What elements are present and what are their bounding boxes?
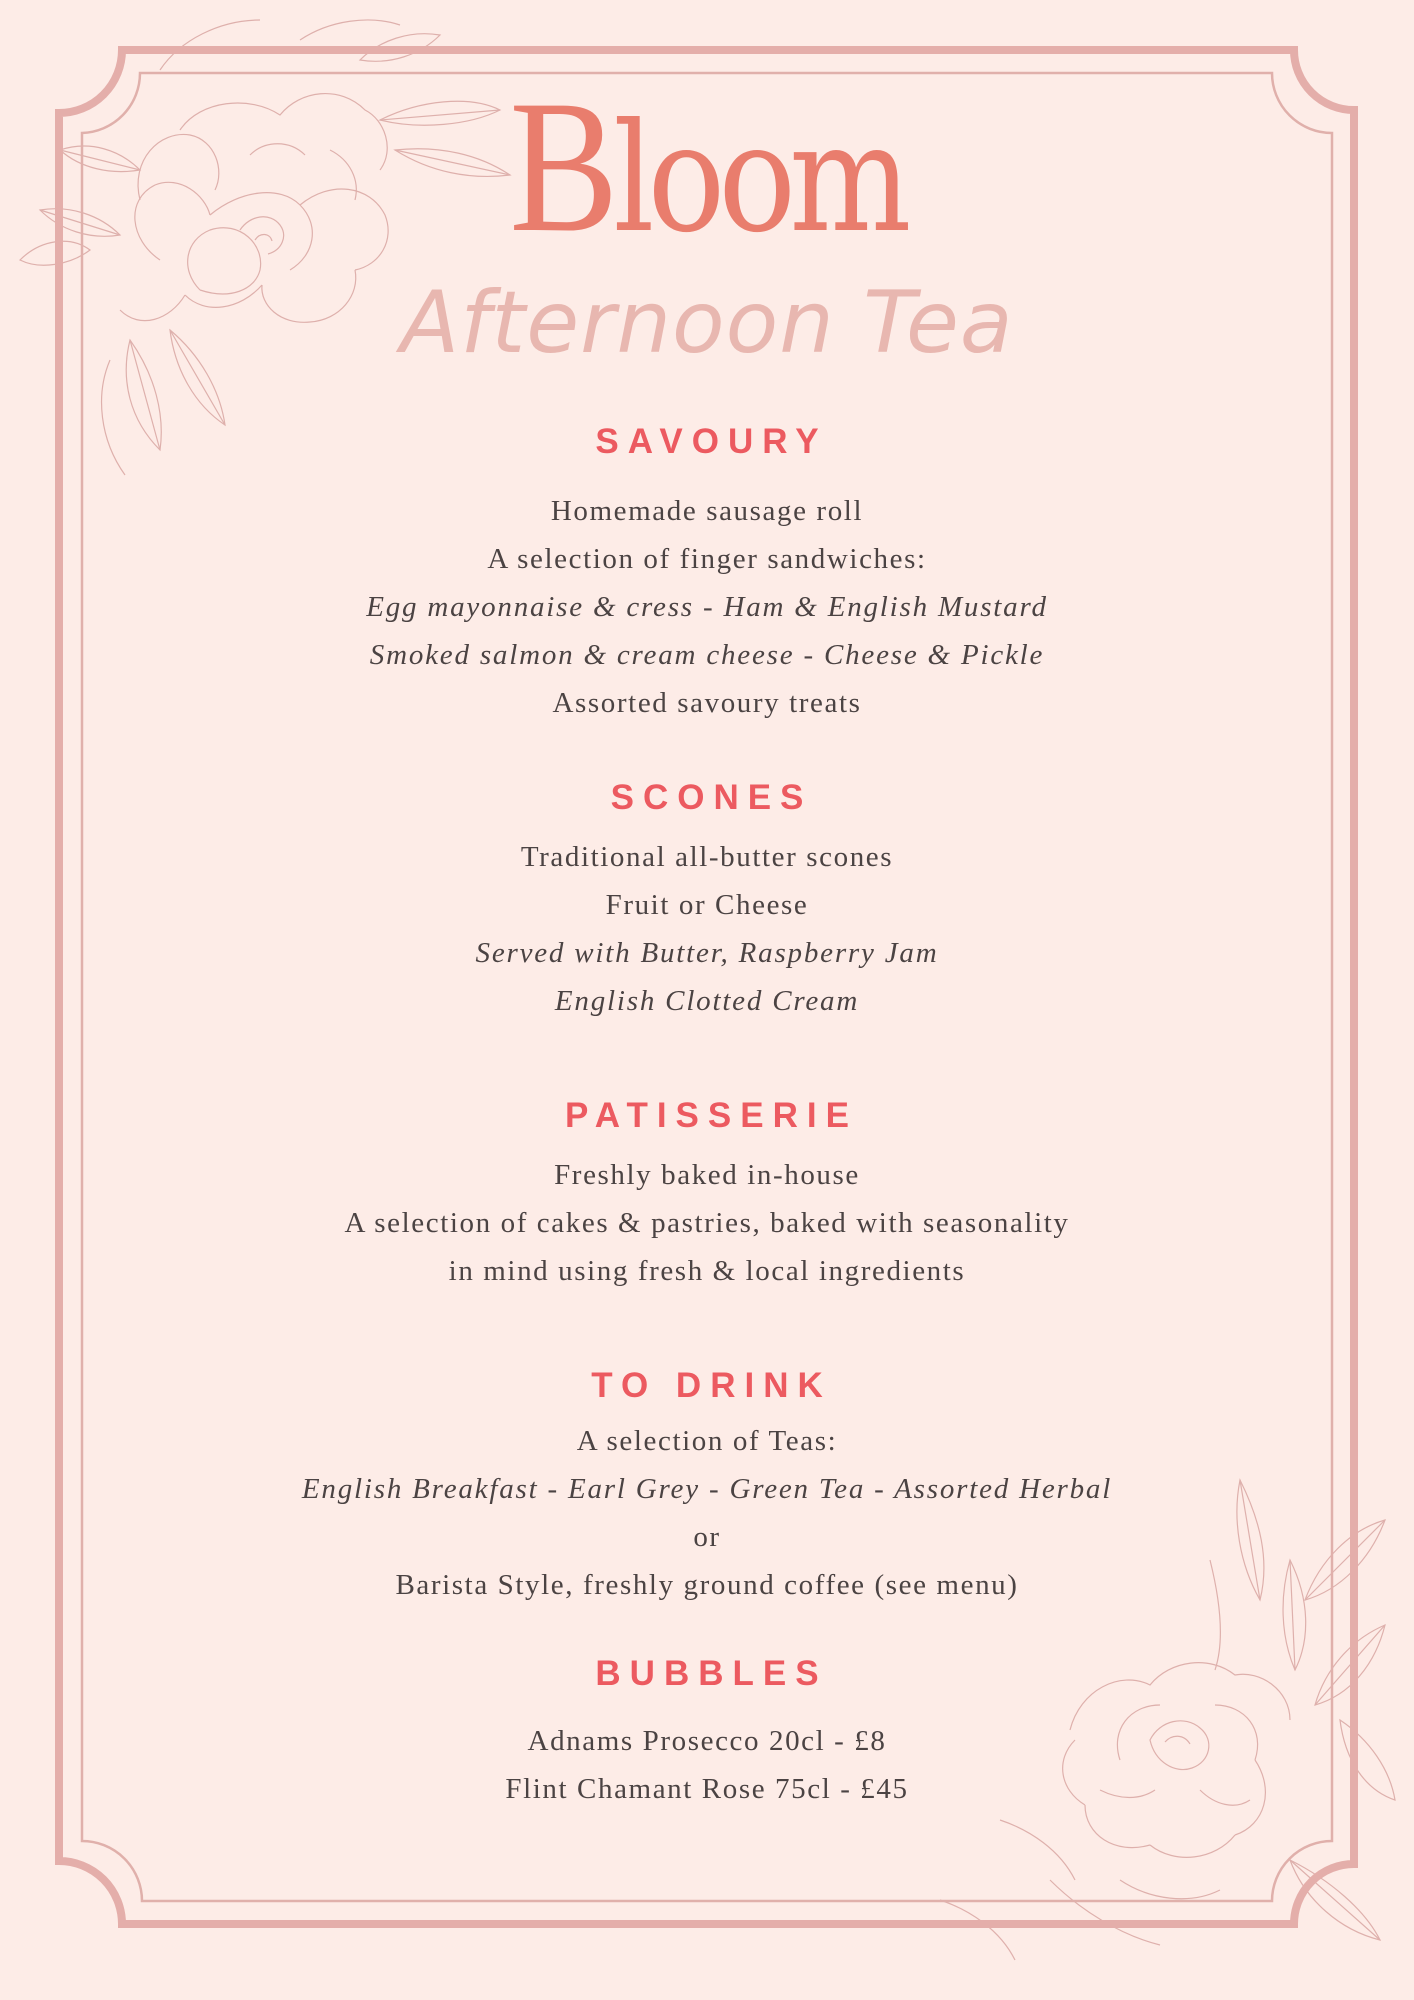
section-heading: PATISSERIE xyxy=(565,1096,858,1135)
logo-initial: B xyxy=(509,62,614,272)
menu-item: in mind using fresh & local ingredients xyxy=(448,1255,966,1287)
section-savoury xyxy=(0,424,1414,727)
menu-item: Adnams Prosecco 20cl - £8 xyxy=(527,1725,887,1757)
menu-item: Assorted savoury treats xyxy=(552,687,862,719)
brand-logo xyxy=(99,62,1315,272)
menu-item: or xyxy=(693,1521,721,1553)
section-scones xyxy=(0,780,1414,1025)
section-to-drink xyxy=(0,1368,1414,1609)
menu-item: Freshly baked in-house xyxy=(554,1159,860,1191)
menu-item: Barista Style, freshly ground coffee (see menu) xyxy=(395,1569,1019,1601)
menu-item: English Breakfast - Earl Grey - Green Tea - Assorted Herbal xyxy=(301,1473,1113,1505)
menu-item: A selection of Teas: xyxy=(576,1425,838,1457)
menu-item: Traditional all-butter scones xyxy=(520,841,894,873)
menu-item: Homemade sausage roll xyxy=(550,495,864,527)
menu-item: Flint Chamant Rose 75cl - £45 xyxy=(505,1773,909,1805)
section-heading: SAVOURY xyxy=(595,422,828,461)
section-heading: TO DRINK xyxy=(591,1366,832,1405)
page-title: Afternoon Tea xyxy=(400,273,1014,373)
section-patisserie xyxy=(0,1098,1414,1295)
section-heading: BUBBLES xyxy=(595,1654,828,1693)
menu-item: A selection of finger sandwiches: xyxy=(487,543,927,575)
menu-item: Smoked salmon & cream cheese - Cheese & Pickle xyxy=(369,639,1045,671)
menu-item: Egg mayonnaise & cress - Ham & English Mustard xyxy=(366,591,1048,623)
menu-item: English Clotted Cream xyxy=(554,985,860,1017)
menu-item: A selection of cakes & pastries, baked with seasonality xyxy=(344,1207,1070,1239)
section-bubbles xyxy=(0,1656,1414,1813)
section-heading: SCONES xyxy=(610,778,813,817)
menu-item: Fruit or Cheese xyxy=(605,889,809,921)
menu-item: Served with Butter, Raspberry Jam xyxy=(475,937,939,969)
logo-rest: loom xyxy=(613,92,905,266)
